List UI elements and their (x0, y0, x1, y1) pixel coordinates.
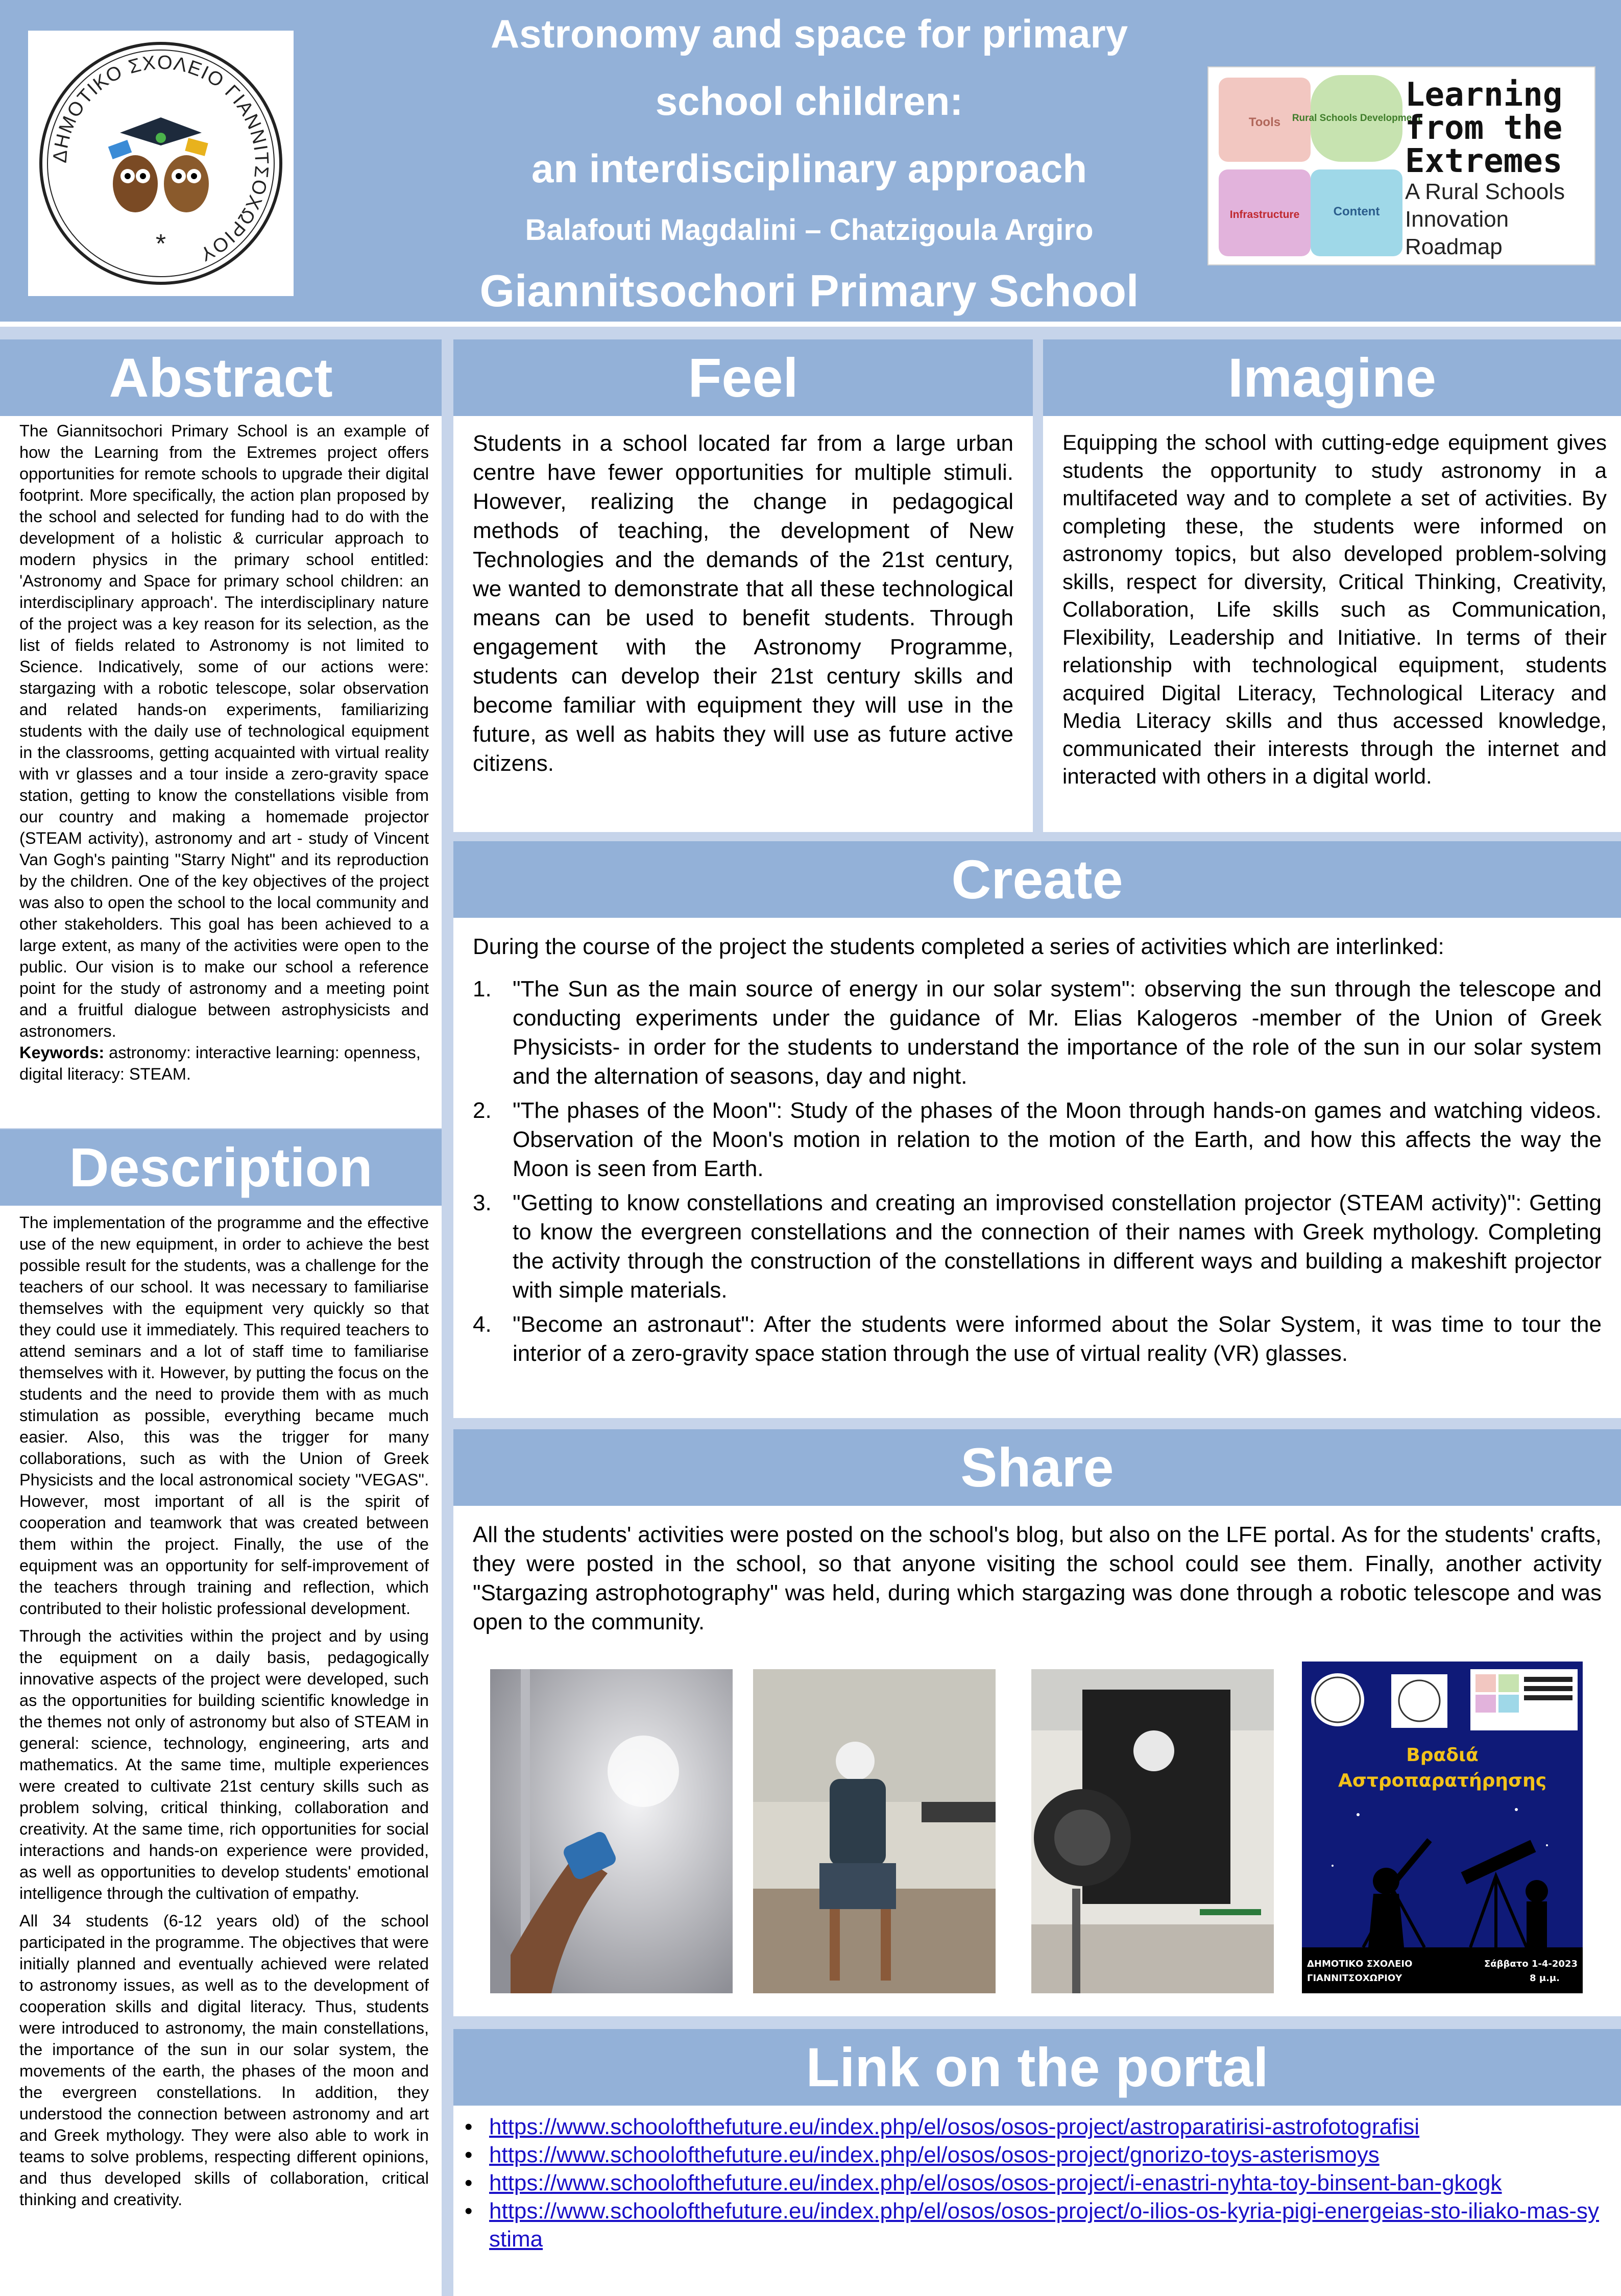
activity-text: "The Sun as the main source of energy in our solar system": observing the sun through the telescope and conducting experiments under the guidance of Mr. Elias Kalogeros -member of the Union of Greek Physicists- in order for the students to understand the importance of the role of the sun in our solar system and the alternation of seasons, day and night. (513, 976, 1602, 1089)
poster-title-line-2: Αστροπαρατήρησης (1338, 1770, 1547, 1791)
photo-sun-experiment (490, 1669, 733, 1993)
create-heading: Create (453, 841, 1621, 918)
lfe-logo (1207, 66, 1595, 265)
school-name: Giannitsochori Primary School (479, 265, 1139, 316)
imagine-panel (1043, 416, 1621, 832)
description-paragraph-1: The implementation of the programme and the effective use of the new equipment, in order to achieve the best possible result for the students, was a challenge for the teachers of our school. It was necessary to familiarise themselves with the equipment very quickly so that they could use it immediately. This required teachers to attend seminars and a lot of staff time to familiarise themselves with it. However, by putting the focus on the students and the need to provide them with as much stimulation as possible, everything became much easier. Also, this was the trigger for many collaborations, such as with the Union of Greek Physicists and the local astronomical society "VEGAS". However, most important of all is the spirit of cooperation and teamwork that was created between them within the project. Finally, the use of the equipment was an opportunity for self-improvement of the teachers through training and reflection, which contributed to their holistic professional development. (19, 1213, 429, 1618)
create-panel (453, 918, 1621, 1418)
seal-star: * (155, 229, 166, 259)
lfe-cell-content: Content (1333, 205, 1380, 218)
abstract-keywords (19, 1042, 429, 1085)
abstract-heading: Abstract (0, 339, 442, 416)
lfe-cell-infrastructure: Infrastructure (1229, 209, 1300, 221)
poster-title-line-3: an interdisciplinary approach (531, 146, 1087, 191)
portal-link-3[interactable]: https://www.schoolofthefuture.eu/index.php/el/osos/osos-project/i-enastri-nyhta-toy-binsent-ban-gkogk (489, 2170, 1502, 2195)
lfe-title-line-3: Extremes (1405, 142, 1563, 180)
abstract-panel (0, 416, 442, 1128)
create-activity-2 (473, 1096, 1602, 1183)
lfe-subtitle-line-3: Roadmap (1405, 234, 1503, 259)
bullet: • (465, 2142, 473, 2167)
lfe-title-line-1: Learning (1405, 76, 1563, 114)
stargazing-poster (1302, 1662, 1583, 1993)
photo-vr-glasses (753, 1669, 996, 1993)
create-activity-4 (473, 1310, 1602, 1368)
activity-number: 1. (473, 976, 492, 1002)
feel-panel (453, 416, 1033, 832)
create-intro: During the course of the project the students completed a series of activities which are interlinked: (473, 934, 1444, 959)
activity-number: 4. (473, 1312, 492, 1337)
portal-link-item (458, 2113, 1602, 2141)
poster-title-line-1: Astronomy and space for primary (490, 11, 1128, 56)
share-body: All the students' activities were posted on the school's blog, but also on the LFE portal. As for the students' crafts, they were posted in the school, so that anyone visiting the school could see them. Finally, another activity "Stargazing astrophotography" was held, during which stargazing was done through a robotic telescope and was open to the community. (473, 1522, 1602, 1634)
stargazing-poster-image (1302, 1662, 1583, 1993)
feel-body: Students in a school located far from a large urban centre have fewer opportunities for multiple stimuli. However, realizing the change in pedagogical methods of teaching, the development of New Technologies and the demands of the 21st century, we wanted to demonstrate that all these technological means can be used to benefit students. Through engagement with the Astronomy Programme, students can develop their 21st century skills and become familiar with equipment they will use in the future, as well as habits they will use as future active citizens. (473, 431, 1013, 776)
lfe-subtitle-line-2: Innovation (1405, 207, 1509, 232)
description-paragraph-2: Through the activities within the project and by using the equipment on a daily basis, pedagogically innovative aspects of the project were developed, such as the opportunities for building scientific knowledge in the themes not only of astronomy but also of STEAM in general: science, technology, engineering, arts and mathematics. At the same time, multiple experiences were created to cultivate 21st century skills such as problem solving, critical thinking, collaboration and creativity. At the same time, rich opportunities for social interactions and hands-on experience were provided, as well as opportunities to develop students' emotional intelligence through the cultivation of empathy. (19, 1627, 429, 1902)
create-activity-list (473, 974, 1602, 1368)
portal-link-4[interactable]: https://www.schoolofthefuture.eu/index.php/el/osos/osos-project/o-ilios-os-kyria-pigi-energeias-sto-iliako-mas-systima (489, 2199, 1600, 2252)
description-heading: Description (0, 1129, 442, 1206)
school-logo (28, 31, 294, 296)
portal-link-list (458, 2113, 1602, 2253)
lfe-subtitle-line-1: A Rural Schools (1405, 179, 1565, 204)
portal-link-item (458, 2169, 1602, 2197)
photo-telescope-image (1031, 1669, 1274, 1993)
poster-title-line-2: school children: (655, 79, 963, 124)
school-seal-icon (33, 36, 288, 291)
activity-text: "Getting to know constellations and creating an improvised constellation projector (STEAM activity)": Getting to know the evergreen constellations and the connection of their names with Greek mythology. Completing the activity through the construction of the constellations in different ways and building a makeshift projector with simple materials. (513, 1190, 1602, 1303)
description-panel (0, 1206, 442, 2296)
bullet: • (465, 2199, 473, 2224)
bullet: • (465, 2114, 473, 2139)
poster-footer-right-2: 8 μ.μ. (1530, 1973, 1560, 1984)
lfe-roadmap-icon (1208, 67, 1594, 264)
activity-text: "Become an astronaut": After the students were informed about the Solar System, it was time to tour the interior of a zero-gravity space station through the use of virtual reality (VR) glasses. (513, 1312, 1602, 1366)
imagine-heading: Imagine (1043, 339, 1621, 416)
lfe-cell-tools: Tools (1248, 115, 1281, 129)
portal-heading: Link on the portal (453, 2029, 1621, 2106)
portal-link-item (458, 2197, 1602, 2253)
portal-link-item (458, 2141, 1602, 2169)
photo-vr-glasses-image (753, 1669, 996, 1993)
activity-number: 2. (473, 1098, 492, 1123)
activity-text: "The phases of the Moon": Study of the phases of the Moon through hands-on games and watching videos. Observation of the Moon's motion in relation to the motion of the Earth, and how this affects the way the Moon is seen from Earth. (513, 1098, 1602, 1181)
portal-link-2[interactable]: https://www.schoolofthefuture.eu/index.php/el/osos/osos-project/gnorizo-toys-asterismoys (489, 2142, 1380, 2167)
portal-panel (453, 2106, 1621, 2296)
lfe-title-line-2: from the (1405, 109, 1563, 147)
feel-heading: Feel (453, 339, 1033, 416)
poster-footer-left-1: ΔΗΜΟΤΙΚΟ ΣΧΟΛΕΙΟ (1307, 1959, 1413, 1969)
portal-link-1[interactable]: https://www.schoolofthefuture.eu/index.php/el/osos/osos-project/astroparatirisi-astrofotografisi (489, 2114, 1420, 2139)
title-block (357, 0, 1261, 322)
description-paragraph-3: All 34 students (6-12 years old) of the school participated in the programme. The objectives that were initially planned and eventually achieved were related to astronomy issues, as well as to the development of cooperation skills and digital literacy. Thus, students were introduced to astronomy, the main constellations, the importance of the sun in our solar system, the movements of the earth, the phases of the moon and the evergreen constellations. In addition, they understood the connection between astronomy and art and Greek mythology. They were also able to work in teams to solve problems, respecting different opinions, and thus developed skills of collaboration, critical thinking and creativity. (19, 1912, 429, 2209)
bullet: • (465, 2170, 473, 2195)
create-activity-1 (473, 974, 1602, 1091)
share-heading: Share (453, 1429, 1621, 1506)
abstract-body: The Giannitsochori Primary School is an example of how the Learning from the Extremes project offers opportunities for remote schools to upgrade their digital footprint. More specifically, the action plan proposed by the school and selected for funding had to do with the development of a holistic & curricular approach to modern physics in the primary school entitled: 'Astronomy and Space for primary school children: an interdisciplinary approach'. The interdisciplinary nature of the project was a key reason for its selection, as the list of fields related to Astronomy is not limited to Science. Indicatively, some of our actions were: stargazing with a robotic telescope, solar observation and related hands-on experiments, familiarizing students with the daily use of technological equipment in the classrooms, getting acquainted with virtual reality with vr glasses and a tour inside a zero-gravity space station, getting to know the constellations visible from our country and making a homemade projector (STEAM activity), astronomy and art - study of Vincent Van Gogh's painting "Starry Night" and its reproduction by the children. One of the key objectives of the project was also to open the school to the local community and other stakeholders. This goal has been achieved to a large extent, as many of the activities were open to the public. Our vision is to make our school a reference point for the study of astronomy and a meeting point and a fruitful dialogue between astrophysicists and astronomers. (19, 422, 429, 1040)
imagine-body: Equipping the school with cutting-edge equipment gives students the opportunity to study astronomy in a multifaceted way and to complete a set of activities. By completing these, the students were informed on astronomy topics, but also developed problem-solving skills, respect for diversity, Critical Thinking, Creativity, Collaboration, Life skills such as Communication, Flexibility, Leadership and Initiative. In terms of their relationship with technological equipment, students acquired Digital Literacy, Technological Literacy and Media Literacy skills and thus accessed knowledge, communicated their interests through the internet and interacted with others in a digital world. (1062, 430, 1607, 788)
authors: Balafouti Magdalini – Chatzigoula Argiro (525, 213, 1094, 247)
activity-number: 3. (473, 1190, 492, 1215)
seal-ring-text: ΔΗΜΟΤΙΚΟ ΣΧΟΛΕΙΟ ΓΙΑΝΝΙΤΣΟΧΩΡΙΟΥ (49, 52, 273, 266)
lfe-cell-rural: Rural Schools Development (1292, 113, 1421, 124)
poster-title-line-1: Βραδιά (1406, 1745, 1479, 1766)
poster-footer-left-2: ΓΙΑΝΝΙΤΣΟΧΩΡΙΟΥ (1307, 1973, 1402, 1984)
photo-telescope (1031, 1669, 1274, 1993)
create-activity-3 (473, 1188, 1602, 1305)
keywords-label: Keywords: (19, 1043, 105, 1062)
photo-sun-experiment-image (490, 1669, 733, 1993)
poster-footer-right-1: Σάββατο 1-4-2023 (1484, 1959, 1578, 1969)
poster-header (0, 0, 1621, 327)
keywords-text: astronomy: interactive learning: openness, digital literacy: STEAM. (19, 1043, 421, 1083)
